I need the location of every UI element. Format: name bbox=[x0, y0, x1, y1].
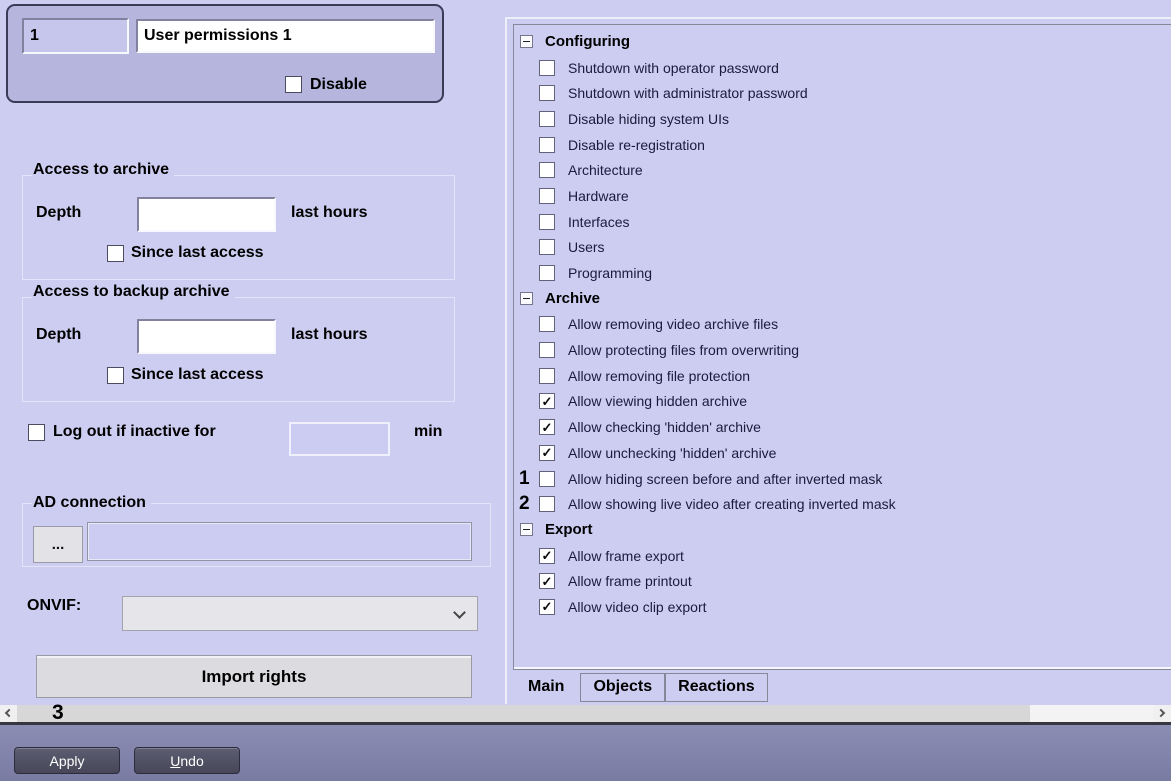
logout-unit-label: min bbox=[414, 423, 443, 440]
onvif-selected-value bbox=[123, 605, 129, 622]
tree-item-label: Allow viewing hidden archive bbox=[568, 393, 747, 410]
logout-checkbox[interactable] bbox=[28, 424, 45, 441]
tree-item-label: Architecture bbox=[568, 162, 643, 179]
tree-checkbox[interactable]: ✓ bbox=[539, 548, 555, 564]
scrollbar-thumb[interactable] bbox=[17, 705, 1030, 722]
tree-item-label: Allow checking 'hidden' archive bbox=[568, 419, 761, 436]
tree-checkbox[interactable] bbox=[539, 60, 555, 76]
footer-bar bbox=[0, 722, 1171, 781]
scroll-left-button[interactable] bbox=[0, 705, 17, 722]
archive-depth-label: Depth bbox=[36, 204, 82, 221]
tree-item-label: Interfaces bbox=[568, 213, 630, 230]
tree-checkbox[interactable] bbox=[539, 162, 555, 178]
undo-button[interactable] bbox=[134, 747, 240, 774]
tree-item-label: Programming bbox=[568, 265, 653, 282]
backup-since-label: Since last access bbox=[131, 366, 264, 383]
tree-group-row[interactable] bbox=[514, 517, 1171, 543]
onvif-label: ONVIF: bbox=[27, 597, 82, 614]
tree-item-row[interactable] bbox=[514, 235, 1171, 261]
ad-connection-input[interactable] bbox=[87, 522, 472, 561]
tree-item-label: Disable re-registration bbox=[568, 136, 705, 153]
backup-since-checkbox[interactable] bbox=[107, 367, 124, 384]
tree-item-row[interactable] bbox=[514, 132, 1171, 158]
apply-button[interactable]: Apply bbox=[14, 747, 120, 774]
chevron-left-icon bbox=[5, 709, 13, 717]
tree-group-row[interactable] bbox=[514, 286, 1171, 312]
tree-item-row[interactable] bbox=[514, 363, 1171, 389]
tree-item-row[interactable] bbox=[514, 183, 1171, 209]
tree-item-label: Allow unchecking 'hidden' archive bbox=[568, 444, 777, 461]
tree-item-label: Allow video clip export bbox=[568, 598, 707, 615]
permissions-tree bbox=[513, 24, 1171, 670]
annotation-number-3: 3 bbox=[52, 701, 64, 724]
tree-item-row[interactable] bbox=[514, 80, 1171, 106]
tree-checkbox[interactable] bbox=[539, 316, 555, 332]
tree-checkbox[interactable] bbox=[539, 111, 555, 127]
tree-item-label: Allow showing live video after creating inverted mask bbox=[568, 496, 896, 513]
chevron-down-icon bbox=[453, 606, 466, 619]
undo-label-rest: ndo bbox=[180, 752, 204, 769]
tree-item-label: Allow frame printout bbox=[568, 573, 692, 590]
name-field[interactable] bbox=[136, 19, 435, 53]
tree-item-label: Allow hiding screen before and after inverted mask bbox=[568, 470, 883, 487]
ad-browse-button[interactable]: ... bbox=[33, 526, 83, 563]
tab-objects[interactable]: Objects bbox=[580, 673, 665, 702]
archive-since-label: Since last access bbox=[131, 244, 264, 261]
horizontal-scrollbar[interactable] bbox=[0, 705, 1171, 722]
tree-item-row[interactable] bbox=[514, 337, 1171, 363]
archive-since-checkbox[interactable] bbox=[107, 245, 124, 262]
tab-main[interactable]: Main bbox=[528, 678, 565, 695]
archive-group-title: Access to archive bbox=[32, 161, 174, 179]
annotation-number-1: 1 bbox=[519, 467, 530, 489]
tree-item-label: Shutdown with administrator password bbox=[568, 85, 808, 102]
tree-item-row[interactable] bbox=[514, 440, 1171, 466]
logout-label: Log out if inactive for bbox=[53, 423, 216, 440]
tree-item-label: Allow frame export bbox=[568, 547, 684, 564]
tree-item-row[interactable] bbox=[514, 209, 1171, 235]
import-rights-button[interactable]: Import rights bbox=[36, 655, 472, 698]
disable-checkbox[interactable] bbox=[285, 76, 302, 93]
tree-checkbox[interactable] bbox=[539, 137, 555, 153]
tab-reactions[interactable]: Reactions bbox=[665, 673, 767, 702]
tree-item-label: Users bbox=[568, 239, 605, 256]
backup-unit-label: last hours bbox=[291, 326, 368, 343]
tree-item-row[interactable] bbox=[514, 312, 1171, 338]
tree-item-row[interactable] bbox=[514, 491, 1171, 517]
tree-item-label: Allow protecting files from overwriting bbox=[568, 342, 800, 359]
tree-checkbox[interactable] bbox=[539, 496, 555, 512]
tree-item-row[interactable] bbox=[514, 414, 1171, 440]
collapse-icon[interactable] bbox=[520, 35, 533, 48]
chevron-right-icon bbox=[1157, 709, 1165, 717]
tree-item-label: Shutdown with operator password bbox=[568, 59, 779, 76]
tree-item-row[interactable] bbox=[514, 568, 1171, 594]
tree-item-row[interactable] bbox=[514, 106, 1171, 132]
tree-checkbox[interactable] bbox=[539, 239, 555, 255]
tree-checkbox[interactable]: ✓ bbox=[539, 445, 555, 461]
tree-item-row[interactable] bbox=[514, 594, 1171, 620]
tree-checkbox[interactable]: ✓ bbox=[539, 419, 555, 435]
disable-label: Disable bbox=[310, 76, 367, 93]
scroll-right-button[interactable] bbox=[1154, 705, 1171, 722]
tree-group-label: Configuring bbox=[545, 33, 630, 51]
collapse-icon[interactable] bbox=[520, 523, 533, 536]
logout-minutes-input[interactable] bbox=[289, 422, 390, 456]
tab-bar bbox=[513, 672, 768, 703]
tree-checkbox[interactable] bbox=[539, 214, 555, 230]
tree-checkbox[interactable] bbox=[539, 265, 555, 281]
tree-checkbox[interactable] bbox=[539, 342, 555, 358]
tree-item-label: Allow removing video archive files bbox=[568, 316, 779, 333]
identity-box bbox=[6, 4, 444, 103]
tree-item-label: Allow removing file protection bbox=[568, 367, 751, 384]
tree-item-row[interactable] bbox=[514, 389, 1171, 415]
tree-checkbox[interactable] bbox=[539, 368, 555, 384]
tree-item-row[interactable] bbox=[514, 543, 1171, 569]
tree-item-row[interactable] bbox=[514, 466, 1171, 492]
backup-group-title: Access to backup archive bbox=[32, 283, 235, 301]
tree-group-label: Export bbox=[545, 521, 593, 539]
tree-item-row[interactable] bbox=[514, 157, 1171, 183]
tree-item-row[interactable] bbox=[514, 260, 1171, 286]
tree-checkbox[interactable] bbox=[539, 188, 555, 204]
backup-depth-label: Depth bbox=[36, 326, 82, 343]
tree-checkbox[interactable]: ✓ bbox=[539, 599, 555, 615]
ad-group-title: AD connection bbox=[32, 494, 151, 512]
tree-group-row[interactable] bbox=[514, 29, 1171, 55]
collapse-icon[interactable] bbox=[520, 292, 533, 305]
tree-group-label: Archive bbox=[545, 290, 601, 308]
tree-checkbox[interactable]: ✓ bbox=[539, 573, 555, 589]
tree-checkbox[interactable] bbox=[539, 471, 555, 487]
tree-checkbox[interactable] bbox=[539, 85, 555, 101]
backup-depth-input[interactable] bbox=[137, 319, 276, 354]
tree-item-row[interactable] bbox=[514, 55, 1171, 81]
tree-item-label: Disable hiding system UIs bbox=[568, 110, 730, 127]
tree-checkbox[interactable]: ✓ bbox=[539, 393, 555, 409]
onvif-dropdown[interactable] bbox=[122, 596, 478, 631]
annotation-number-2: 2 bbox=[519, 493, 530, 515]
tree-item-label: Hardware bbox=[568, 187, 629, 204]
id-field[interactable] bbox=[22, 18, 129, 54]
undo-mnemonic: U bbox=[170, 752, 181, 769]
archive-depth-input[interactable] bbox=[137, 197, 276, 232]
archive-unit-label: last hours bbox=[291, 204, 368, 221]
